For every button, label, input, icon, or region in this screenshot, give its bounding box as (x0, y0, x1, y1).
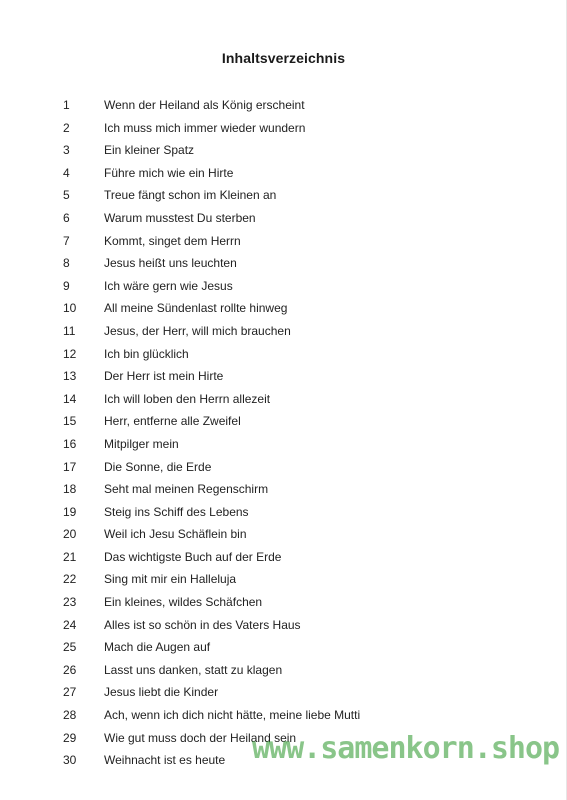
toc-entry-title: Weil ich Jesu Schäflein bin (104, 527, 247, 542)
toc-entry-title: Steig ins Schiff des Lebens (104, 504, 249, 519)
toc-entry (63, 614, 503, 637)
toc-entry-number: 4 (63, 165, 70, 180)
toc-entry-number: 17 (63, 459, 77, 474)
toc-entry (63, 139, 503, 162)
toc-entry-number: 10 (63, 301, 77, 316)
toc-entry (63, 568, 503, 591)
toc-entry-title: Das wichtigste Buch auf der Erde (104, 549, 282, 564)
toc-entry-number: 6 (63, 210, 70, 225)
toc-entry (63, 230, 503, 253)
toc-entry-title: Jesus liebt die Kinder (104, 685, 219, 700)
toc-entry-number: 12 (63, 346, 77, 361)
toc-entry-title: Mach die Augen auf (104, 640, 211, 655)
toc-entry-number: 20 (63, 527, 77, 542)
toc-entry (63, 184, 503, 207)
toc-entry-title: Mitpilger mein (104, 436, 179, 451)
toc-entry-number: 15 (63, 414, 77, 429)
toc-entry-number: 13 (63, 369, 77, 384)
toc-entry-number: 29 (63, 730, 77, 745)
page-title: Inhaltsverzeichnis (221, 50, 346, 66)
toc-entry-number: 5 (63, 188, 70, 203)
toc-entry-number: 14 (63, 391, 77, 406)
toc-entry (63, 320, 503, 343)
toc-entry-number: 11 (63, 323, 76, 338)
toc-entry-number: 22 (63, 572, 77, 587)
toc-entry-title: Treue fängt schon im Kleinen an (104, 188, 277, 203)
toc-entry (63, 523, 503, 546)
toc-entry-title: Führe mich wie ein Hirte (104, 165, 234, 180)
toc-entry (63, 94, 503, 117)
toc-entry-number: 28 (63, 708, 77, 723)
toc-entry-number: 18 (63, 482, 77, 497)
toc-entry-title: Die Sonne, die Erde (104, 459, 212, 474)
toc-entry-number: 21 (63, 549, 77, 564)
toc-entry-number: 16 (63, 436, 77, 451)
toc-entry-number: 8 (63, 256, 70, 271)
toc-entry-title: Sing mit mir ein Halleluja (104, 572, 237, 587)
toc-entry-title: Lasst uns danken, statt zu klagen (104, 662, 283, 677)
toc-entry-title: Ein kleiner Spatz (104, 143, 195, 158)
toc-entry-title: Ich will loben den Herrn allezeit (104, 391, 271, 406)
toc-entry-title: Herr, entferne alle Zweifel (104, 414, 241, 429)
toc-entry (63, 410, 503, 433)
toc-entry (63, 681, 503, 704)
toc-entry (63, 591, 503, 614)
toc-entry-number: 2 (63, 120, 70, 135)
toc-entry (63, 365, 503, 388)
watermark: www.samenkorn.shop (252, 731, 560, 766)
toc-entry-number: 23 (63, 595, 77, 610)
toc-entry-title: Der Herr ist mein Hirte (104, 369, 224, 384)
toc-entry (63, 704, 503, 727)
toc-entry-title: Ein kleines, wildes Schäfchen (104, 595, 263, 610)
toc-entry (63, 456, 503, 479)
toc-entry-title: Ich wäre gern wie Jesus (104, 278, 233, 293)
toc-entry-title: Alles ist so schön in des Vaters Haus (104, 617, 301, 632)
toc-entry (63, 478, 503, 501)
toc-entry (63, 117, 503, 140)
toc-entry-title: Ich muss mich immer wieder wundern (104, 120, 306, 135)
toc-entry-number: 3 (63, 143, 70, 158)
toc-entry-title: Seht mal meinen Regenschirm (104, 482, 269, 497)
toc-entry (63, 636, 503, 659)
toc-entry-title: Wenn der Heiland als König erscheint (104, 98, 305, 112)
toc-entry-number: 30 (63, 753, 77, 768)
toc-entry-title: Jesus, der Herr, will mich brauchen (104, 323, 291, 338)
toc-entry-number: 26 (63, 662, 77, 677)
toc-entry (63, 343, 503, 366)
toc-entry (63, 162, 503, 185)
toc-entry-number: 24 (63, 617, 77, 632)
toc-entry-title: Weihnacht ist es heute (104, 753, 226, 768)
toc-entry-number: 25 (63, 640, 77, 655)
toc-entry-title: All meine Sündenlast rollte hinweg (104, 301, 288, 316)
toc-entry-title: Jesus heißt uns leuchten (104, 256, 237, 271)
toc-entry (63, 207, 503, 230)
toc-entry-title: Ich bin glücklich (104, 346, 189, 361)
toc-entry-number: 19 (63, 504, 77, 519)
toc-entry-number: 1 (63, 98, 70, 112)
toc-entry (63, 546, 503, 569)
toc-entry-title: Wie gut muss doch der Heiland sein (104, 730, 297, 745)
toc-entry-title: Warum musstest Du sterben (104, 210, 256, 225)
table-of-contents (63, 94, 503, 772)
toc-entry-title: Kommt, singet dem Herrn (104, 233, 241, 248)
toc-entry-number: 7 (63, 233, 70, 248)
toc-entry-number: 27 (63, 685, 77, 700)
toc-entry (63, 388, 503, 411)
toc-entry (63, 501, 503, 524)
toc-entry (63, 297, 503, 320)
toc-entry-title: Ach, wenn ich dich nicht hätte, meine liebe Mutti (104, 708, 361, 723)
toc-entry (63, 275, 503, 298)
toc-entry (63, 659, 503, 682)
toc-entry (63, 252, 503, 275)
toc-entry (63, 433, 503, 456)
toc-entry-number: 9 (63, 278, 70, 293)
